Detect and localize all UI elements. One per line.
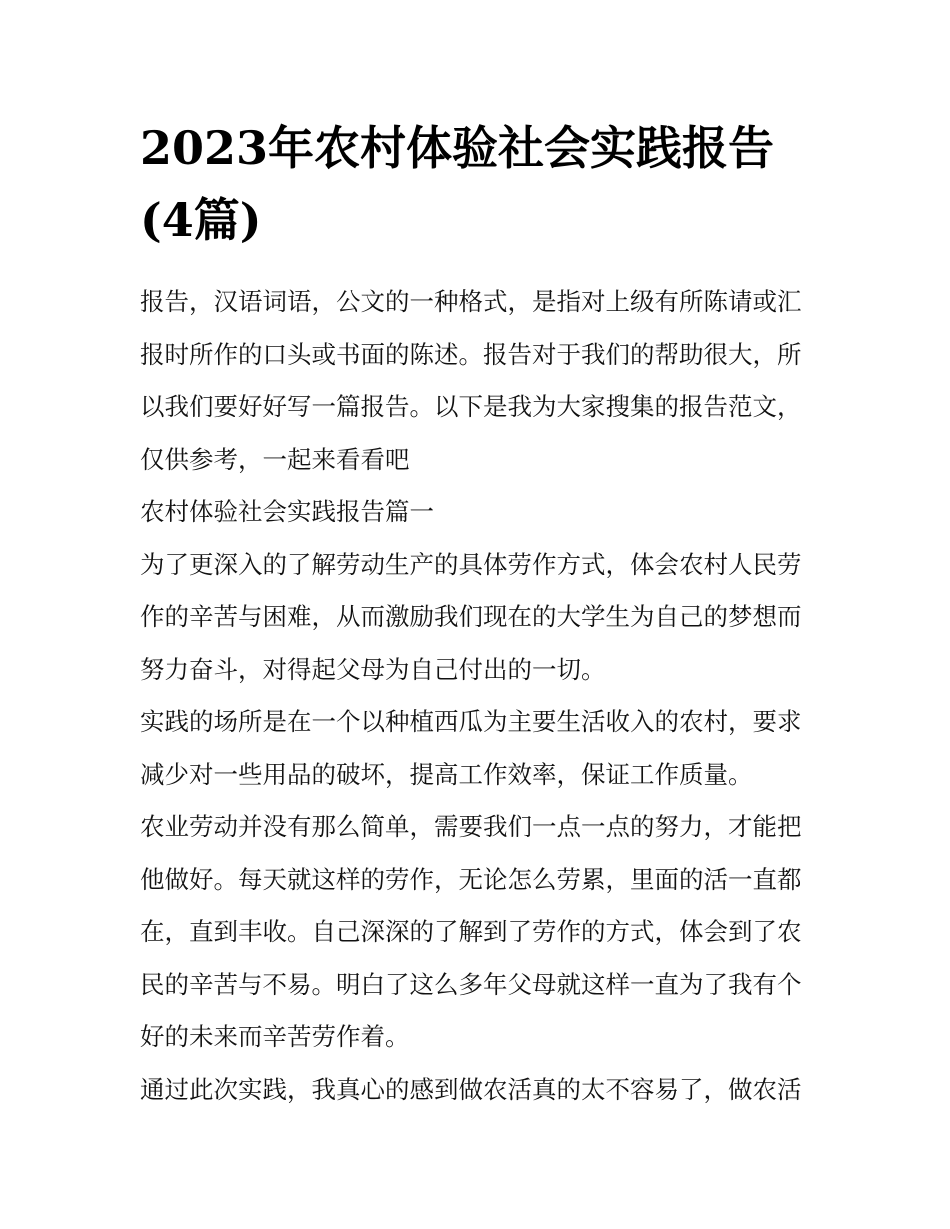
paragraph-3-line-4: 民的辛苦与不易。明白了这么多年父母就这样一直为了我有个	[140, 969, 802, 999]
intro-line-2: 报时所作的口头或书面的陈述。报告对于我们的帮助很大，所	[140, 339, 802, 369]
section-heading: 农村体验社会实践报告篇一	[140, 497, 434, 526]
paragraph-3-line-2: 他做好。每天就这样的劳作，无论怎么劳累，里面的活一直都	[140, 864, 802, 894]
intro-line-4: 仅供参考，一起来看看吧	[140, 444, 410, 474]
intro-line-3: 以我们要好好写一篇报告。以下是我为大家搜集的报告范文，	[140, 392, 802, 421]
document-title	[140, 112, 820, 256]
paragraph-3-line-5: 好的未来而辛苦劳作着。	[140, 1022, 410, 1051]
paragraph-4-line-1: 通过此次实践，我真心的感到做农活真的太不容易了，做农活	[140, 1074, 802, 1104]
title-line-2: (4篇)	[140, 193, 262, 247]
paragraph-3-line-3: 在，直到丰收。自己深深的了解到了劳作的方式，体会到了农	[140, 917, 802, 946]
paragraph-2-line-2: 减少对一些用品的破坏，提高工作效率，保证工作质量。	[140, 759, 753, 789]
document-body	[140, 276, 820, 1116]
intro-line-1: 报告，汉语词语，公文的一种格式，是指对上级有所陈请或汇	[140, 287, 802, 316]
title-line-1: 2023年农村体验社会实践报告	[140, 121, 775, 175]
paragraph-1-line-3: 努力奋斗，对得起父母为自己付出的一切。	[140, 654, 606, 684]
paragraph-1-line-1: 为了更深入的了解劳动生产的具体劳作方式，体会农村人民劳	[140, 549, 802, 579]
paragraph-1-line-2: 作的辛苦与困难，从而激励我们现在的大学生为自己的梦想而	[140, 602, 802, 631]
paragraph-3-line-1: 农业劳动并没有那么简单，需要我们一点一点的努力，才能把	[140, 812, 802, 841]
paragraph-2-line-1: 实践的场所是在一个以种植西瓜为主要生活收入的农村，要求	[140, 707, 802, 736]
